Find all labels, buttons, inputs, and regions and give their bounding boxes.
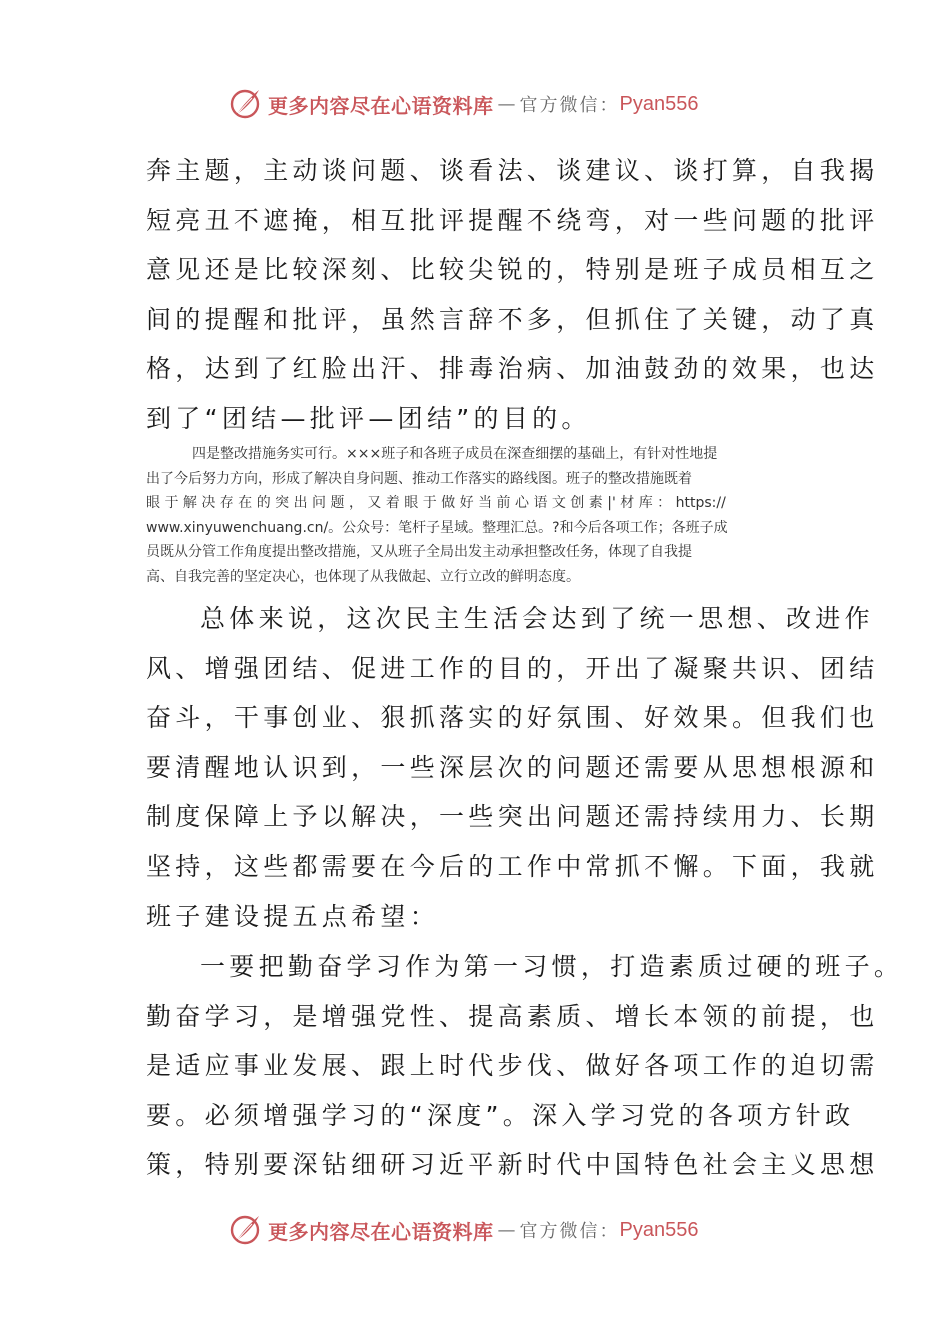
- banner-wechat-label: 官方微信：: [519, 95, 620, 116]
- text-line: 奔主题，主动谈问题、谈看法、谈建议、谈打算，自我揭: [146, 156, 879, 185]
- text-line: 到了“团结—批评—团结”的目的。: [146, 403, 591, 433]
- text-line: www.xinyuwenchuang.cn/。公众号：笔杆子星域。整理汇总。?和今后各项工作；各班子成: [146, 519, 728, 536]
- text-line: 班子建设提五点希望：: [146, 901, 440, 931]
- text-line: 要。必须增强学习的“深度”。深入学习党的各项方针政: [146, 1100, 855, 1130]
- text-line: 制度保障上予以解决，一些突出问题还需持续用力、长期: [146, 802, 879, 832]
- text-line: 策，特别要深钻细研习近平新时代中国特色社会主义思想: [146, 1150, 879, 1180]
- quill-logo-icon: [228, 87, 262, 121]
- banner-wechat-label: 官方微信：: [519, 1221, 620, 1242]
- text-line: 一要把勤奋学习作为第一习惯，打造素质过硬的班子。: [200, 952, 904, 981]
- paragraph-summary: [146, 594, 879, 941]
- banner-title: 更多内容尽在心语资料库: [268, 1219, 494, 1244]
- header-banner: [228, 82, 698, 126]
- banner-wechat-handle: Pyan556: [619, 92, 699, 115]
- banner-title: 更多内容尽在心语资料库: [268, 93, 494, 118]
- banner-wechat-handle: Pyan556: [619, 1218, 699, 1241]
- banner-dash: —: [497, 1219, 516, 1241]
- text-line: 出了今后努力方向，形成了解决自身问题、推动工作落实的路线图。班子的整改措施既着: [146, 470, 692, 487]
- footer-banner: [228, 1208, 698, 1252]
- paragraph-continuation: [146, 146, 879, 444]
- text-line: 坚持，这些都需要在今后的工作中常抓不懈。下面，我就: [146, 851, 879, 881]
- quill-logo-icon: [228, 1213, 262, 1247]
- text-line: 是适应事业发展、跟上时代步伐、做好各项工作的迫切需: [146, 1051, 879, 1081]
- paragraph-rectification: [146, 442, 808, 590]
- text-line: 总体来说，这次民主生活会达到了统一思想、改进作: [200, 604, 874, 633]
- text-line: 勤奋学习，是增强党性、提高素质、增长本领的前提，也: [146, 1001, 879, 1031]
- text-line: 风、增强团结、促进工作的目的，开出了凝聚共识、团结: [146, 653, 879, 683]
- text-line: 短亮丑不遮掩，相互批评提醒不绕弯，对一些问题的批评: [146, 205, 879, 235]
- paragraph-hope-one: [146, 942, 904, 1190]
- text-line: 格，达到了红脸出汗、排毒治病、加油鼓劲的效果，也达: [146, 354, 879, 384]
- banner-dash: —: [497, 93, 516, 115]
- text-line: 奋斗，干事创业、狠抓落实的好氛围、好效果。但我们也: [146, 703, 879, 733]
- text-line: 要清醒地认识到，一些深层次的问题还需要从思想根源和: [146, 752, 879, 782]
- text-line: 眼 于 解 决 存 在 的 突 出 问 题 ， 又 着 眼 于 做 好 当 前 心 语 文 创 素 |' 材 库 ： https://: [146, 495, 726, 512]
- text-line: 间的提醒和批评，虽然言辞不多，但抓住了关键，动了真: [146, 304, 879, 334]
- text-line: 员既从分管工作角度提出整改措施，又从班子全局出发主动承担整改任务，体现了自我提: [146, 544, 692, 561]
- text-line: 高、自我完善的坚定决心，也体现了从我做起、立行立改的鲜明态度。: [146, 568, 580, 585]
- text-line: 意见还是比较深刻、比较尖锐的，特别是班子成员相互之: [146, 255, 879, 285]
- text-line: 四是整改措施务实可行。×××班子和各班子成员在深查细摆的基础上，有针对性地提: [192, 446, 718, 462]
